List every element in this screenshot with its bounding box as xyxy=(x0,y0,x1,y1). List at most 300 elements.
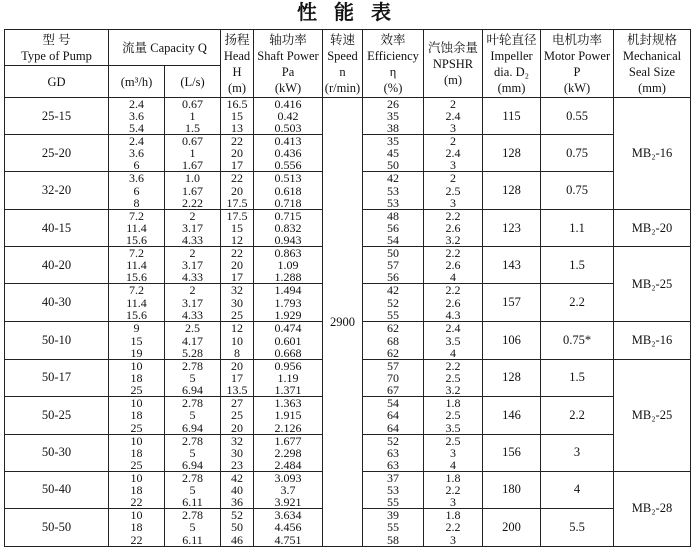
cell-value: 0.863 xyxy=(274,246,302,261)
header-impeller xyxy=(483,30,541,98)
cell-value: 8 xyxy=(133,196,140,210)
cell-impeller: 123 xyxy=(483,210,541,247)
cell-value: 57 xyxy=(387,258,399,273)
cell-q-m3h xyxy=(109,508,165,546)
cell-head xyxy=(221,359,254,396)
cell-impeller: 128 xyxy=(483,359,541,396)
cell-value: 20 xyxy=(231,359,243,373)
header-speed-unit: (r/min) xyxy=(324,80,361,95)
header-speed-sym: n xyxy=(339,64,346,79)
cell-value: 46 xyxy=(231,532,243,547)
cell-value: 26 xyxy=(387,97,399,111)
cell-type: 50-17 xyxy=(5,359,109,396)
cell-value: 3.17 xyxy=(182,258,203,273)
cell-value: 32 xyxy=(231,434,243,448)
cell-value: 67 xyxy=(387,382,399,397)
cell-head xyxy=(221,322,254,359)
header-type-en: Type of Pump xyxy=(21,48,92,63)
cell-q-ls xyxy=(165,172,221,210)
cell-value: 4.3 xyxy=(445,308,461,322)
header-motor-sym: P xyxy=(573,64,581,79)
cell-value: 45 xyxy=(387,146,399,161)
cell-npshr xyxy=(424,284,483,322)
cell-value: 1.09 xyxy=(277,258,299,273)
cell-value: 3 xyxy=(450,494,456,509)
cell-head xyxy=(221,98,254,135)
cell-value: 32 xyxy=(231,283,243,298)
cell-value: 13.5 xyxy=(226,382,248,397)
cell-q-ls xyxy=(165,284,221,322)
cell-type: 25-20 xyxy=(5,135,109,172)
header-flow-unit-ls: (L/s) xyxy=(165,66,221,98)
header-motor-en: Motor Power xyxy=(543,48,611,63)
cell-shaft xyxy=(254,434,323,471)
cell-value: 3.7 xyxy=(280,482,296,497)
cell-value: 17 xyxy=(231,158,243,172)
cell-value: 1.793 xyxy=(274,295,302,310)
cell-value: 4.751 xyxy=(274,532,302,547)
header-seal-en1: Mechanical xyxy=(622,48,682,63)
cell-value: 20 xyxy=(231,183,243,198)
header-imp-cn: 叶轮直径 xyxy=(486,32,537,47)
cell-q-ls xyxy=(165,359,221,396)
cell-motor: 0.55 xyxy=(541,98,614,135)
cell-motor: 3 xyxy=(541,434,614,471)
cell-value: 2.5 xyxy=(185,321,200,336)
cell-motor: 1.5 xyxy=(541,359,614,396)
cell-value: 2.5 xyxy=(445,408,461,423)
cell-value: 3.5 xyxy=(445,333,461,348)
header-speed-en: Speed xyxy=(327,48,358,63)
cell-value: 10 xyxy=(130,471,143,485)
cell-npshr xyxy=(424,359,483,396)
cell-value: 2.2 xyxy=(445,520,461,535)
cell-value: 1.0 xyxy=(185,171,200,186)
cell-value: 1.8 xyxy=(445,396,461,410)
cell-npshr xyxy=(424,135,483,172)
header-seal xyxy=(614,30,691,98)
cell-q-ls xyxy=(165,434,221,471)
cell-q-ls xyxy=(165,247,221,284)
cell-value: 20 xyxy=(231,258,243,273)
cell-value: 0.503 xyxy=(274,121,302,135)
cell-q-m3h xyxy=(109,322,165,359)
cell-value: 2.2 xyxy=(445,209,461,224)
cell-value: 3.6 xyxy=(129,146,144,161)
cell-value: 2.4 xyxy=(445,109,461,124)
header-speed-cn: 转速 xyxy=(329,32,355,47)
cell-value: 0.436 xyxy=(274,146,302,161)
cell-type: 50-50 xyxy=(5,508,109,546)
header-type-cn: 型 号 xyxy=(42,32,71,47)
cell-value: 19 xyxy=(130,345,143,360)
cell-eff xyxy=(363,508,424,546)
cell-npshr xyxy=(424,508,483,546)
cell-q-m3h xyxy=(109,135,165,172)
header-head-unit: (m) xyxy=(227,80,247,95)
cell-shaft xyxy=(254,396,323,434)
header-imp-en2: dia. D₂ xyxy=(494,64,529,79)
cell-q-ls xyxy=(165,135,221,172)
cell-seal: MB₂-16 xyxy=(614,322,691,359)
cell-value: 15 xyxy=(231,221,243,236)
cell-q-ls xyxy=(165,98,221,135)
cell-impeller: 128 xyxy=(483,172,541,210)
cell-impeller: 156 xyxy=(483,434,541,471)
cell-impeller: 146 xyxy=(483,396,541,434)
cell-eff xyxy=(363,284,424,322)
cell-value: 57 xyxy=(387,359,399,373)
header-npshr xyxy=(424,30,483,98)
cell-value: 4 xyxy=(450,345,456,360)
header-flow-unit-m3h: (m³/h) xyxy=(109,66,165,98)
cell-value: 2.6 xyxy=(445,221,461,236)
cell-q-m3h xyxy=(109,471,165,508)
cell-value: 2.5 xyxy=(445,370,461,385)
cell-value: 2.2 xyxy=(445,246,461,261)
cell-q-m3h xyxy=(109,284,165,322)
cell-value: 1.288 xyxy=(274,270,302,284)
cell-q-ls xyxy=(165,471,221,508)
cell-q-m3h xyxy=(109,247,165,284)
cell-value: 18 xyxy=(130,370,143,385)
cell-value: 3.093 xyxy=(274,471,302,485)
cell-seal: MB₂-25 xyxy=(614,247,691,322)
cell-eff xyxy=(363,210,424,247)
cell-shaft xyxy=(254,359,323,396)
cell-value: 39 xyxy=(387,508,399,522)
cell-shaft xyxy=(254,172,323,210)
performance-table xyxy=(4,29,691,547)
cell-value: 6 xyxy=(133,183,140,198)
cell-value: 35 xyxy=(387,109,399,124)
header-shaft-en: Shaft Power xyxy=(257,48,319,63)
cell-value: 64 xyxy=(387,408,399,423)
cell-type: 50-40 xyxy=(5,471,109,508)
cell-value: 2.5 xyxy=(445,183,461,198)
cell-value: 6 xyxy=(133,158,140,172)
header-imp-en1: Impeller xyxy=(490,48,533,63)
cell-value: 55 xyxy=(387,520,399,535)
cell-value: 6.11 xyxy=(182,532,203,547)
cell-value: 20 xyxy=(231,146,243,161)
cell-value: 1.363 xyxy=(274,396,302,410)
cell-value: 54 xyxy=(387,233,399,247)
cell-value: 35 xyxy=(387,134,399,149)
cell-value: 0.556 xyxy=(274,158,302,172)
cell-value: 2 xyxy=(189,209,196,224)
cell-type: 40-30 xyxy=(5,284,109,322)
cell-value: 3.634 xyxy=(274,508,302,522)
cell-value: 42 xyxy=(387,283,399,298)
header-eff-en: Efficiency xyxy=(367,48,419,63)
cell-value: 2.5 xyxy=(445,434,461,448)
cell-motor: 2.2 xyxy=(541,284,614,322)
cell-value: 7.2 xyxy=(129,283,144,298)
cell-value: 3 xyxy=(450,158,456,172)
cell-value: 25 xyxy=(130,420,143,435)
cell-shaft xyxy=(254,98,323,135)
cell-value: 25 xyxy=(231,408,243,423)
cell-value: 70 xyxy=(387,370,399,385)
cell-head xyxy=(221,172,254,210)
table-row xyxy=(5,98,691,135)
cell-motor: 1.1 xyxy=(541,210,614,247)
cell-value: 2.78 xyxy=(182,359,203,373)
cell-value: 12 xyxy=(231,233,243,247)
cell-value: 1 xyxy=(189,146,196,161)
cell-impeller: 115 xyxy=(483,98,541,135)
cell-value: 3.5 xyxy=(445,420,461,435)
cell-value: 22 xyxy=(231,246,243,261)
header-efficiency xyxy=(363,30,424,98)
cell-q-m3h xyxy=(109,210,165,247)
cell-value: 11.4 xyxy=(126,258,147,273)
cell-value: 15.6 xyxy=(126,308,147,322)
cell-value: 37 xyxy=(387,471,399,485)
cell-value: 13 xyxy=(231,121,243,135)
cell-value: 38 xyxy=(387,121,399,135)
cell-eff xyxy=(363,471,424,508)
cell-value: 1.8 xyxy=(445,471,461,485)
cell-seal: MB₂-28 xyxy=(614,471,691,546)
cell-value: 2.78 xyxy=(182,434,203,448)
cell-shaft xyxy=(254,284,323,322)
header-eff-sym: η xyxy=(389,64,397,79)
cell-shaft xyxy=(254,508,323,546)
cell-value: 50 xyxy=(231,520,243,535)
cell-value: 2.2 xyxy=(445,283,461,298)
cell-value: 2.78 xyxy=(182,508,203,522)
cell-value: 3.2 xyxy=(445,233,461,247)
cell-value: 16.5 xyxy=(226,97,248,111)
cell-impeller: 106 xyxy=(483,322,541,359)
cell-q-ls xyxy=(165,210,221,247)
cell-npshr xyxy=(424,98,483,135)
cell-value: 25 xyxy=(130,457,143,472)
cell-seal: MB₂-20 xyxy=(614,210,691,247)
cell-head xyxy=(221,284,254,322)
cell-value: 1.371 xyxy=(274,382,302,397)
cell-value: 22 xyxy=(231,171,243,186)
header-seal-cn: 机封规格 xyxy=(626,32,677,47)
cell-npshr xyxy=(424,210,483,247)
cell-value: 3.17 xyxy=(182,295,203,310)
header-seal-en2: Seal Size xyxy=(628,64,676,79)
header-npshr-cn: 汽蚀余量 xyxy=(427,40,478,55)
cell-value: 10 xyxy=(130,434,143,448)
cell-value: 4.17 xyxy=(182,333,203,348)
cell-value: 1.494 xyxy=(274,283,302,298)
cell-value: 20 xyxy=(231,420,243,435)
cell-value: 0.956 xyxy=(274,359,302,373)
cell-head xyxy=(221,210,254,247)
header-shaft-sym: Pa xyxy=(281,64,295,79)
cell-head xyxy=(221,434,254,471)
cell-q-m3h xyxy=(109,359,165,396)
cell-value: 7.2 xyxy=(129,246,144,261)
cell-value: 62 xyxy=(387,321,399,336)
cell-value: 0.832 xyxy=(274,221,302,236)
cell-value: 1.67 xyxy=(182,183,203,198)
cell-value: 15 xyxy=(231,109,243,124)
cell-value: 2 xyxy=(450,97,456,111)
header-head-en1: Head xyxy=(223,48,251,63)
cell-value: 0.413 xyxy=(274,134,302,149)
cell-value: 10 xyxy=(231,333,243,348)
cell-value: 18 xyxy=(130,408,143,423)
cell-head xyxy=(221,247,254,284)
cell-value: 0.67 xyxy=(182,97,203,111)
cell-impeller: 143 xyxy=(483,247,541,284)
cell-value: 50 xyxy=(387,158,399,172)
cell-value: 5.4 xyxy=(129,121,144,135)
cell-value: 30 xyxy=(231,295,243,310)
cell-value: 2.4 xyxy=(129,134,144,149)
cell-eff xyxy=(363,359,424,396)
cell-motor: 1.5 xyxy=(541,247,614,284)
header-type xyxy=(5,30,109,66)
cell-value: 2.2 xyxy=(445,359,461,373)
cell-type: 50-30 xyxy=(5,434,109,471)
cell-value: 56 xyxy=(387,221,399,236)
cell-value: 2.2 xyxy=(445,482,461,497)
header-npshr-en: NPSHR xyxy=(432,56,474,71)
cell-head xyxy=(221,135,254,172)
cell-value: 2.4 xyxy=(445,321,461,336)
cell-value: 2.6 xyxy=(445,295,461,310)
header-head-en2: H xyxy=(232,64,242,79)
header-eff-cn: 效率 xyxy=(380,32,406,47)
cell-value: 2 xyxy=(450,134,456,149)
cell-value: 54 xyxy=(387,396,399,410)
cell-motor: 0.75* xyxy=(541,322,614,359)
header-npshr-unit: (m) xyxy=(443,72,463,87)
cell-value: 10 xyxy=(130,359,143,373)
cell-value: 55 xyxy=(387,494,399,509)
cell-value: 9 xyxy=(133,321,140,336)
cell-eff xyxy=(363,247,424,284)
cell-value: 5 xyxy=(189,408,196,423)
cell-head xyxy=(221,471,254,508)
header-motor xyxy=(541,30,614,98)
cell-value: 17.5 xyxy=(226,196,248,210)
cell-type: 50-25 xyxy=(5,396,109,434)
cell-value: 11.4 xyxy=(126,221,147,236)
cell-value: 3.2 xyxy=(445,382,461,397)
header-seal-unit: (mm) xyxy=(638,80,666,95)
cell-value: 2.22 xyxy=(182,196,203,210)
cell-value: 3 xyxy=(450,445,456,460)
cell-value: 53 xyxy=(387,183,399,198)
cell-eff xyxy=(363,135,424,172)
cell-value: 18 xyxy=(130,482,143,497)
cell-type: 32-20 xyxy=(5,172,109,210)
cell-shaft xyxy=(254,322,323,359)
header-shaft-unit: (kW) xyxy=(274,80,302,95)
page-title: 性 能 表 xyxy=(297,2,397,24)
cell-value: 0.601 xyxy=(274,333,302,348)
cell-value: 2.6 xyxy=(445,258,461,273)
cell-value: 2 xyxy=(189,283,196,298)
cell-value: 50 xyxy=(387,246,399,261)
cell-value: 62 xyxy=(387,345,399,360)
cell-value: 15 xyxy=(130,333,143,348)
cell-value: 42 xyxy=(231,471,243,485)
cell-value: 36 xyxy=(231,494,243,509)
cell-shaft xyxy=(254,247,323,284)
cell-impeller: 157 xyxy=(483,284,541,322)
cell-value: 17 xyxy=(231,370,243,385)
cell-value: 4.33 xyxy=(182,233,203,247)
header-shaft-cn: 轴功率 xyxy=(269,32,307,47)
cell-value: 15.6 xyxy=(126,270,147,284)
cell-value: 0.513 xyxy=(274,171,302,186)
cell-value: 3.6 xyxy=(129,109,144,124)
cell-motor: 0.75 xyxy=(541,172,614,210)
cell-value: 6.94 xyxy=(182,457,203,472)
cell-value: 1.67 xyxy=(182,158,203,172)
cell-value: 48 xyxy=(387,209,399,224)
cell-value: 58 xyxy=(387,532,399,547)
cell-type: 40-15 xyxy=(5,210,109,247)
cell-npshr xyxy=(424,396,483,434)
cell-npshr xyxy=(424,172,483,210)
cell-value: 0.718 xyxy=(274,196,302,210)
cell-seal: MB₂-25 xyxy=(614,359,691,471)
cell-value: 1.5 xyxy=(185,121,200,135)
cell-value: 22 xyxy=(130,494,143,509)
cell-head xyxy=(221,508,254,546)
cell-value: 18 xyxy=(130,520,143,535)
cell-value: 10 xyxy=(130,396,143,410)
header-head xyxy=(221,30,254,98)
cell-npshr xyxy=(424,247,483,284)
cell-value: 3.17 xyxy=(182,221,203,236)
cell-value: 1 xyxy=(189,109,196,124)
cell-eff xyxy=(363,434,424,471)
header-speed xyxy=(323,30,363,98)
header-shaft xyxy=(254,30,323,98)
cell-value: 1.929 xyxy=(274,308,302,322)
cell-impeller: 180 xyxy=(483,471,541,508)
header-flow xyxy=(109,30,221,66)
cell-value: 5.28 xyxy=(182,345,203,360)
cell-value: 11.4 xyxy=(126,295,147,310)
cell-value: 18 xyxy=(130,445,143,460)
cell-value: 3 xyxy=(450,121,456,135)
cell-q-m3h xyxy=(109,98,165,135)
cell-value: 22 xyxy=(231,134,243,149)
cell-head xyxy=(221,396,254,434)
cell-value: 8 xyxy=(234,345,240,360)
cell-value: 17.5 xyxy=(226,209,248,224)
cell-value: 52 xyxy=(387,295,399,310)
cell-value: 5 xyxy=(189,520,196,535)
cell-type: 40-20 xyxy=(5,247,109,284)
cell-value: 25 xyxy=(231,308,243,322)
cell-value: 4 xyxy=(450,270,456,284)
cell-q-ls xyxy=(165,396,221,434)
cell-value: 52 xyxy=(231,508,243,522)
header-type-gd: GD xyxy=(5,66,109,98)
cell-value: 56 xyxy=(387,270,399,284)
cell-value: 53 xyxy=(387,196,399,210)
cell-value: 63 xyxy=(387,457,399,472)
cell-value: 53 xyxy=(387,482,399,497)
cell-value: 3 xyxy=(450,196,456,210)
cell-value: 4 xyxy=(450,457,456,472)
